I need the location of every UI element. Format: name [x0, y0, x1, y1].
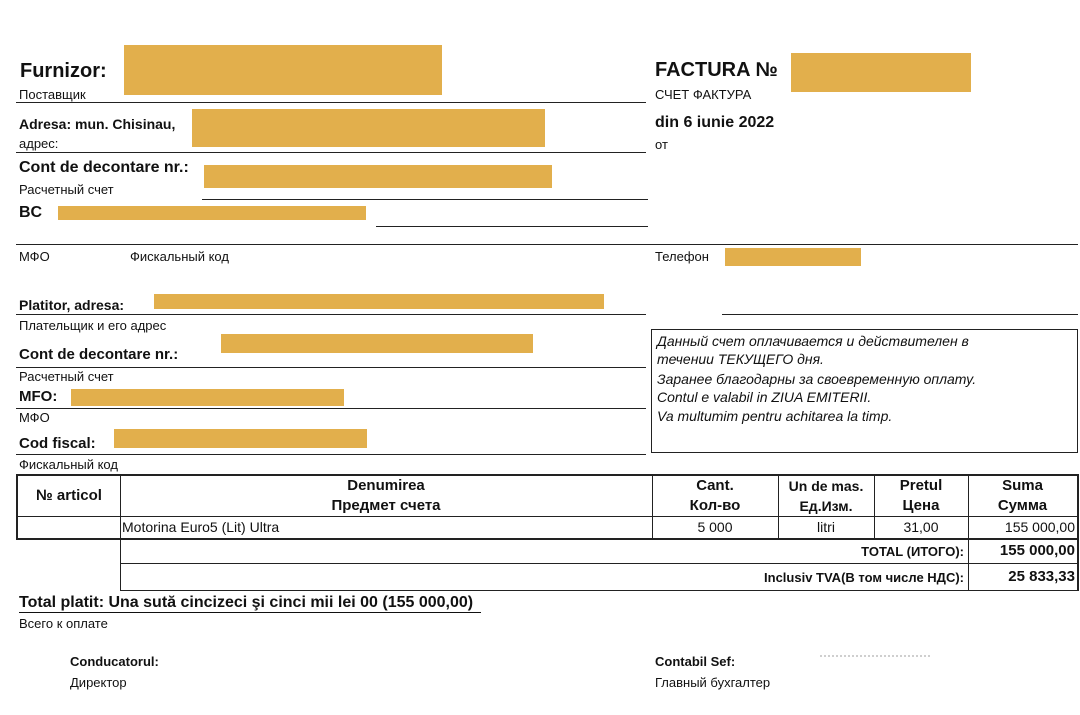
divider	[16, 454, 646, 455]
notice-box	[651, 329, 1078, 453]
supplier-address-label: Adresa: mun. Chisinau,	[19, 116, 176, 132]
supplier-bank-label: BC	[19, 204, 43, 221]
header-sum: Suma	[1002, 477, 1043, 494]
supplier-fiscal-ru: Фискальный код	[130, 249, 229, 264]
table-border	[120, 590, 1078, 591]
notice-line: Заранее благодарны за своевременную оплату.	[657, 371, 977, 387]
notice-line: Contul e valabil in ZIUA EMITERII.	[657, 389, 872, 405]
header-qty: Cant.	[696, 477, 734, 494]
redacted-invoice-number	[791, 53, 971, 92]
table-border	[1077, 474, 1079, 591]
header-article: № articol	[36, 487, 102, 504]
payer-fiscal-ru: Фискальный код	[19, 457, 118, 472]
header-unit: Un de mas.	[788, 478, 864, 494]
redacted-payer-address	[154, 294, 604, 309]
supplier-address-ru: адрес:	[19, 136, 59, 151]
cell-name: Motorina Euro5 (Lit) Ultra	[122, 519, 280, 535]
divider	[722, 314, 1078, 315]
redacted-payer-mfo	[71, 389, 344, 406]
director-ru: Директор	[70, 675, 127, 690]
supplier-account-label: Cont de decontare nr.:	[19, 159, 189, 176]
divider	[16, 152, 646, 153]
redacted-phone	[725, 248, 861, 266]
table-border	[120, 563, 1078, 564]
supplier-label: Furnizor:	[20, 60, 107, 82]
table-border	[16, 516, 1078, 517]
notice-line: Va multumim pentru achitarea la timp.	[657, 408, 893, 424]
divider	[16, 102, 646, 103]
header-name-ru: Предмет счета	[331, 497, 441, 514]
redacted-supplier-address	[192, 109, 545, 147]
total-value: 155 000,00	[999, 542, 1075, 559]
payer-account-ru: Расчетный счет	[19, 369, 114, 384]
total-paid-text: Total platit: Una sută cincizeci şi cinci mii lei 00 (155 000,00)	[19, 594, 481, 613]
payer-account-label: Cont de decontare nr.:	[19, 346, 179, 363]
redacted-payer-fiscal	[114, 429, 367, 448]
director-label: Conducatorul:	[70, 654, 159, 669]
payer-mfo-label: MFO:	[19, 388, 58, 405]
header-sum-ru: Сумма	[997, 497, 1048, 514]
invoice-date: din 6 iunie 2022	[655, 114, 775, 131]
payer-label-ru: Плательщик и его адрес	[19, 318, 167, 333]
payer-label: Platitor, adresa:	[19, 297, 125, 313]
payer-fiscal-label: Cod fiscal:	[19, 435, 96, 452]
header-price: Pretul	[899, 477, 943, 494]
divider	[202, 199, 648, 200]
divider	[16, 314, 646, 315]
notice-line: течении ТЕКУЩЕГО дня.	[657, 351, 824, 367]
redacted-supplier-name	[124, 45, 442, 95]
accountant-ru: Главный бухгалтер	[655, 675, 771, 690]
invoice-title: FACTURA №	[655, 59, 778, 81]
header-qty-ru: Кол-во	[689, 497, 741, 514]
payer-mfo-ru: МФО	[19, 410, 50, 425]
invoice-title-ru: СЧЕТ ФАКТУРА	[655, 87, 752, 102]
vat-label: Inclusiv TVA(В том числе НДС):	[764, 570, 964, 585]
table-border	[16, 538, 1078, 540]
cell-sum: 155 000,00	[1004, 519, 1075, 535]
vat-value: 25 833,33	[1008, 568, 1075, 585]
phone-ru: Телефон	[655, 249, 709, 264]
accountant-label: Contabil Sef:	[655, 654, 736, 669]
header-name: Denumirea	[347, 477, 425, 494]
supplier-account-ru: Расчетный счет	[19, 182, 114, 197]
supplier-mfo-ru: МФО	[19, 249, 50, 264]
invoice-date-ru: от	[655, 137, 668, 152]
divider	[16, 408, 646, 409]
cell-unit: litri	[817, 519, 835, 535]
divider	[16, 367, 646, 368]
table-border	[16, 474, 18, 540]
cell-price: 31,00	[903, 519, 939, 535]
total-label: TOTAL (ИТОГО):	[861, 544, 964, 559]
accountant-signature-line	[820, 655, 930, 661]
redacted-supplier-account	[204, 165, 552, 188]
divider	[376, 226, 648, 227]
header-price-ru: Цена	[902, 497, 940, 514]
notice-line: Данный счет оплачивается и действителен в	[657, 333, 969, 349]
supplier-label-ru: Поставщик	[19, 87, 86, 102]
header-unit-ru: Ед.Изм.	[799, 498, 853, 514]
total-paid-ru: Всего к оплате	[19, 616, 108, 631]
divider	[16, 244, 1078, 245]
redacted-bank	[58, 206, 366, 220]
cell-qty: 5 000	[697, 519, 733, 535]
redacted-payer-account	[221, 334, 533, 353]
